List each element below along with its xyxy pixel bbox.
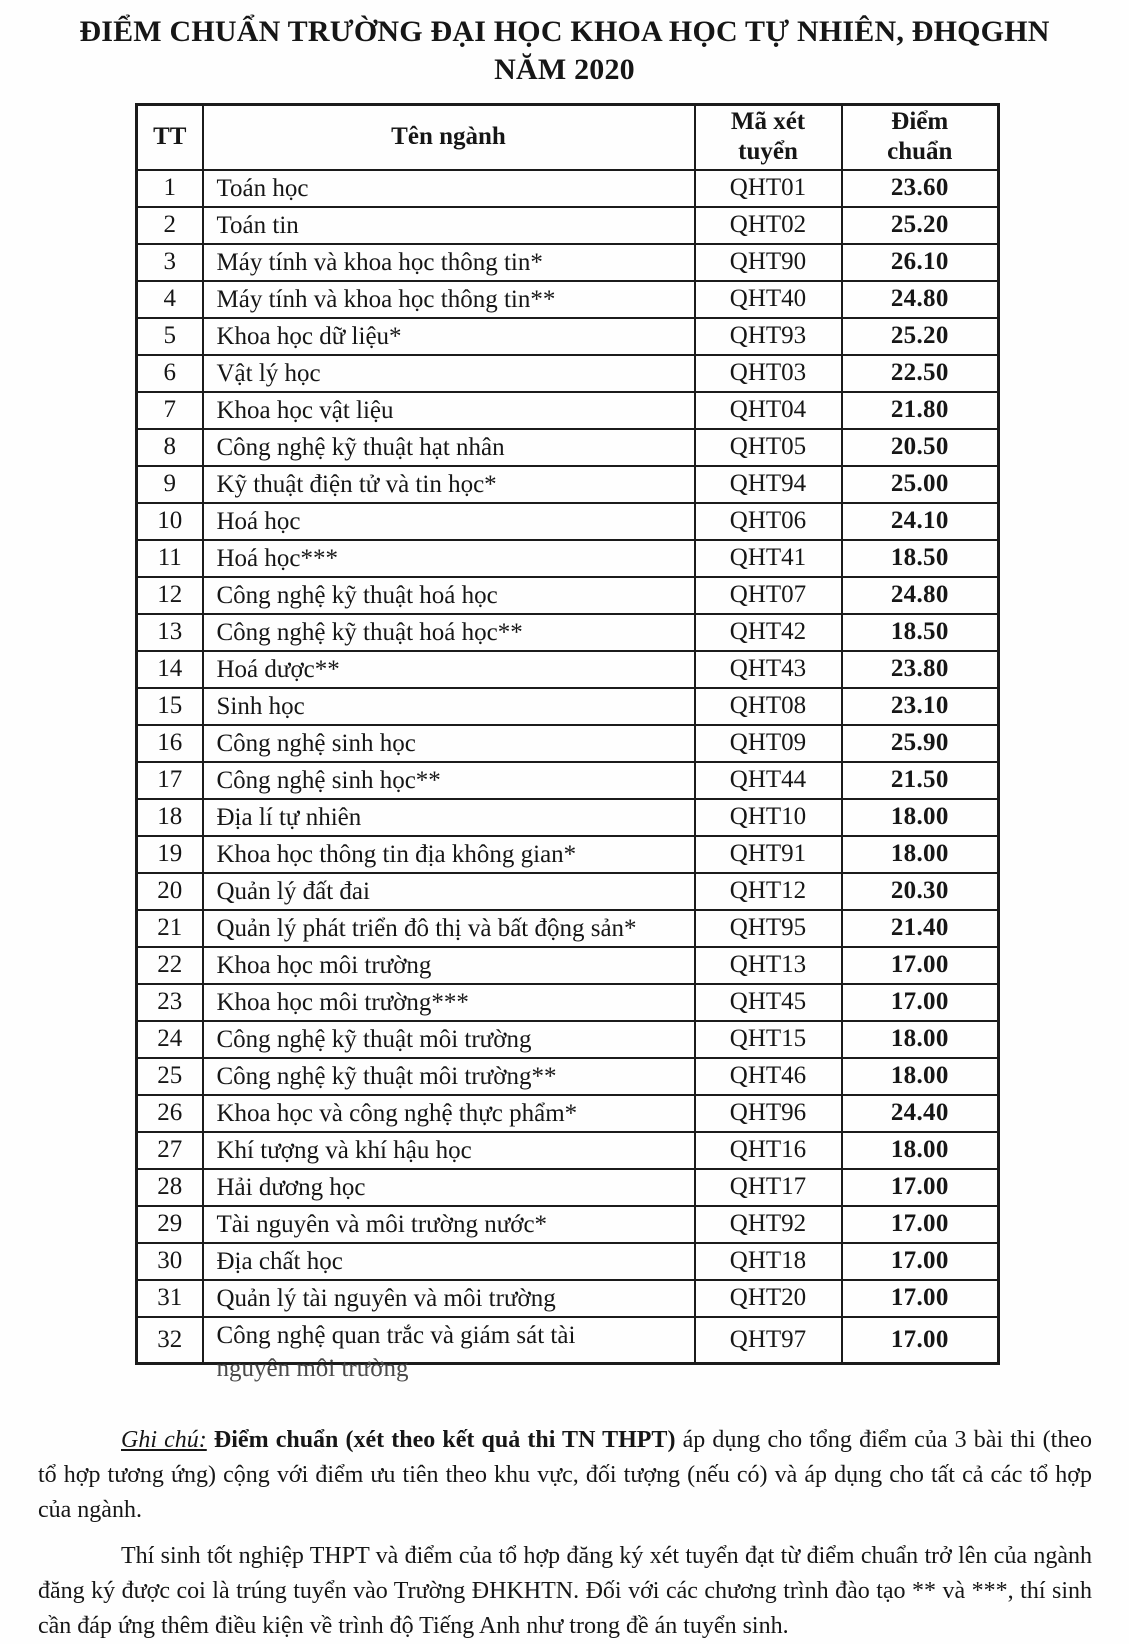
admission-code: QHT92 [695,1206,842,1243]
table-row [137,1280,999,1317]
row-index: 16 [137,725,203,762]
table-row [137,318,999,355]
row-index: 15 [137,688,203,725]
benchmark-score: 25.90 [842,725,999,762]
major-name: Khoa học vật liệu [203,392,695,429]
admission-code: QHT93 [695,318,842,355]
major-name: Tài nguyên và môi trường nước* [203,1206,695,1243]
benchmark-score: 17.00 [842,1169,999,1206]
row-index: 13 [137,614,203,651]
table-row [137,614,999,651]
benchmark-score: 17.00 [842,984,999,1021]
table-row [137,984,999,1021]
benchmark-score: 18.00 [842,1132,999,1169]
page-title-line2: NĂM 2020 [494,53,635,86]
benchmark-scores-table [135,103,1000,1383]
major-name: Công nghệ kỹ thuật hoá học** [203,614,695,651]
admission-code: QHT13 [695,947,842,984]
table-row [137,1132,999,1169]
major-name: Khoa học môi trường*** [203,984,695,1021]
admission-code: QHT02 [695,207,842,244]
table-row [137,651,999,688]
row-index: 20 [137,873,203,910]
admission-code: QHT91 [695,836,842,873]
row-index: 17 [137,762,203,799]
admission-code: QHT94 [695,466,842,503]
benchmark-score: 20.50 [842,429,999,466]
major-name: Công nghệ kỹ thuật hạt nhân [203,429,695,466]
table-row [137,392,999,429]
benchmark-score: 18.00 [842,836,999,873]
table-row [137,1317,999,1364]
table-row [137,947,999,984]
admission-code: QHT07 [695,577,842,614]
table-row [137,799,999,836]
major-name: Công nghệ quan trắc và giám sát tài nguyên môi trường [203,1317,695,1364]
table-row [137,1206,999,1243]
benchmark-score: 25.00 [842,466,999,503]
table-row [137,355,999,392]
row-index: 4 [137,281,203,318]
row-index: 28 [137,1169,203,1206]
admission-code: QHT04 [695,392,842,429]
admission-code: QHT01 [695,170,842,207]
major-name: Khoa học thông tin địa không gian* [203,836,695,873]
benchmark-score: 24.10 [842,503,999,540]
benchmark-score: 23.10 [842,688,999,725]
major-name: Máy tính và khoa học thông tin** [203,281,695,318]
row-index: 25 [137,1058,203,1095]
note-paragraph-2 [38,1539,1092,1644]
row-index: 8 [137,429,203,466]
admission-code: QHT09 [695,725,842,762]
benchmark-score: 23.80 [842,651,999,688]
major-name: Công nghệ kỹ thuật hoá học [203,577,695,614]
benchmark-score: 21.80 [842,392,999,429]
row-index: 22 [137,947,203,984]
row-index: 6 [137,355,203,392]
benchmark-score: 21.50 [842,762,999,799]
major-name: Quản lý phát triển đô thị và bất động sản* [203,910,695,947]
admission-code: QHT03 [695,355,842,392]
admission-code: QHT46 [695,1058,842,1095]
table-row [137,540,999,577]
benchmark-score: 17.00 [842,1317,999,1364]
table-row [137,170,999,207]
admission-code: QHT10 [695,799,842,836]
row-index: 7 [137,392,203,429]
row-index: 24 [137,1021,203,1058]
table-row [137,1021,999,1058]
admission-code: QHT90 [695,244,842,281]
major-name: Công nghệ sinh học [203,725,695,762]
major-name: Khoa học môi trường [203,947,695,984]
row-index: 27 [137,1132,203,1169]
col-header-ma-xet-tuyen: Mã xét tuyển [695,105,842,170]
table-row [137,910,999,947]
admission-code: QHT06 [695,503,842,540]
table-row [137,1058,999,1095]
benchmark-score: 22.50 [842,355,999,392]
major-name: Khoa học dữ liệu* [203,318,695,355]
major-name: Khoa học và công nghệ thực phẩm* [203,1095,695,1132]
table-header-row [137,105,999,170]
table-row [137,577,999,614]
table-row [137,1095,999,1132]
major-name: Toán học [203,170,695,207]
benchmark-score: 24.80 [842,577,999,614]
major-name: Quản lý tài nguyên và môi trường [203,1280,695,1317]
row-index: 31 [137,1280,203,1317]
major-name: Toán tin [203,207,695,244]
benchmark-score: 24.40 [842,1095,999,1132]
row-index: 19 [137,836,203,873]
major-name: Hải dương học [203,1169,695,1206]
row-index: 26 [137,1095,203,1132]
page-title-line1: ĐIỂM CHUẨN TRƯỜNG ĐẠI HỌC KHOA HỌC TỰ NHIÊN, ĐHQGHN [79,15,1050,48]
admission-code: QHT16 [695,1132,842,1169]
major-name: Khí tượng và khí hậu học [203,1132,695,1169]
row-index: 1 [137,170,203,207]
footnotes [38,1423,1092,1644]
admission-code: QHT05 [695,429,842,466]
admission-code: QHT95 [695,910,842,947]
benchmark-score: 18.00 [842,1021,999,1058]
row-index: 10 [137,503,203,540]
table-row [137,1243,999,1280]
admission-code: QHT18 [695,1243,842,1280]
admission-code: QHT43 [695,651,842,688]
major-name: Hoá học*** [203,540,695,577]
table-row [137,688,999,725]
row-index: 3 [137,244,203,281]
admission-code: QHT96 [695,1095,842,1132]
benchmark-score: 17.00 [842,1206,999,1243]
row-index: 32 [137,1317,203,1364]
major-name: Sinh học [203,688,695,725]
table-row [137,207,999,244]
note-text-1: áp dụng cho tổng điểm của 3 bài thi (theo tổ hợp tương ứng) cộng với điểm ưu tiên theo khu vực, đối tượng (nếu có) và áp dụng cho tất cả các tổ hợp của ngành. [38,1427,1092,1523]
benchmark-score: 18.50 [842,614,999,651]
major-name: Hoá dược** [203,651,695,688]
col-header-ten-nganh: Tên ngành [203,105,695,170]
note-text-2: Thí sinh tốt nghiệp THPT và điểm của tổ hợp đăng ký xét tuyển đạt từ điểm chuẩn trở lên của ngành đăng ký được coi là trúng tuyển vào Trường ĐHKHTN. Đối với các chương trình đào tạo ** và ***, thí sinh cần đáp ứng thêm điều kiện về trình độ Tiếng Anh như trong đề án tuyển sinh. [38,1543,1092,1639]
major-name: Công nghệ kỹ thuật môi trường** [203,1058,695,1095]
benchmark-score: 26.10 [842,244,999,281]
row-index: 18 [137,799,203,836]
row-index: 5 [137,318,203,355]
table-row [137,725,999,762]
table-row [137,466,999,503]
table-row [137,836,999,873]
major-name: Hoá học [203,503,695,540]
row-index: 30 [137,1243,203,1280]
major-name: Công nghệ sinh học** [203,762,695,799]
note-label: Ghi chú: [121,1427,207,1453]
benchmark-score: 17.00 [842,947,999,984]
table-row [137,429,999,466]
benchmark-score: 18.00 [842,1058,999,1095]
note-paragraph-1 [38,1423,1092,1528]
major-name: Địa chất học [203,1243,695,1280]
table-row [137,281,999,318]
admission-code: QHT08 [695,688,842,725]
page-title [60,13,1069,89]
row-index: 21 [137,910,203,947]
major-name: Quản lý đất đai [203,873,695,910]
benchmark-score: 24.80 [842,281,999,318]
benchmark-score: 17.00 [842,1280,999,1317]
col-header-tt: TT [137,105,203,170]
row-index: 14 [137,651,203,688]
admission-code: QHT15 [695,1021,842,1058]
row-index: 12 [137,577,203,614]
benchmark-score: 20.30 [842,873,999,910]
admission-code: QHT41 [695,540,842,577]
benchmark-score: 18.50 [842,540,999,577]
admission-code: QHT20 [695,1280,842,1317]
admission-code: QHT44 [695,762,842,799]
row-index: 9 [137,466,203,503]
benchmark-score: 25.20 [842,318,999,355]
table-row [137,244,999,281]
admission-code: QHT42 [695,614,842,651]
major-name: Kỹ thuật điện tử và tin học* [203,466,695,503]
benchmark-score: 17.00 [842,1243,999,1280]
row-index: 11 [137,540,203,577]
admission-code: QHT40 [695,281,842,318]
admission-code: QHT45 [695,984,842,1021]
major-name: Vật lý học [203,355,695,392]
major-name: Địa lí tự nhiên [203,799,695,836]
table-row [137,503,999,540]
admission-code: QHT97 [695,1317,842,1364]
major-name: Công nghệ kỹ thuật môi trường [203,1021,695,1058]
major-name: Máy tính và khoa học thông tin* [203,244,695,281]
admission-code: QHT12 [695,873,842,910]
table-row [137,1169,999,1206]
benchmark-score: 23.60 [842,170,999,207]
admission-code: QHT17 [695,1169,842,1206]
benchmark-score: 21.40 [842,910,999,947]
row-index: 2 [137,207,203,244]
table-row [137,762,999,799]
benchmark-score: 18.00 [842,799,999,836]
row-index: 29 [137,1206,203,1243]
row-index: 23 [137,984,203,1021]
benchmark-score: 25.20 [842,207,999,244]
table-row [137,873,999,910]
note-bold-segment: Điểm chuẩn (xét theo kết quả thi TN THPT) [206,1427,676,1453]
col-header-diem-chuan: Điểm chuẩn [842,105,999,170]
